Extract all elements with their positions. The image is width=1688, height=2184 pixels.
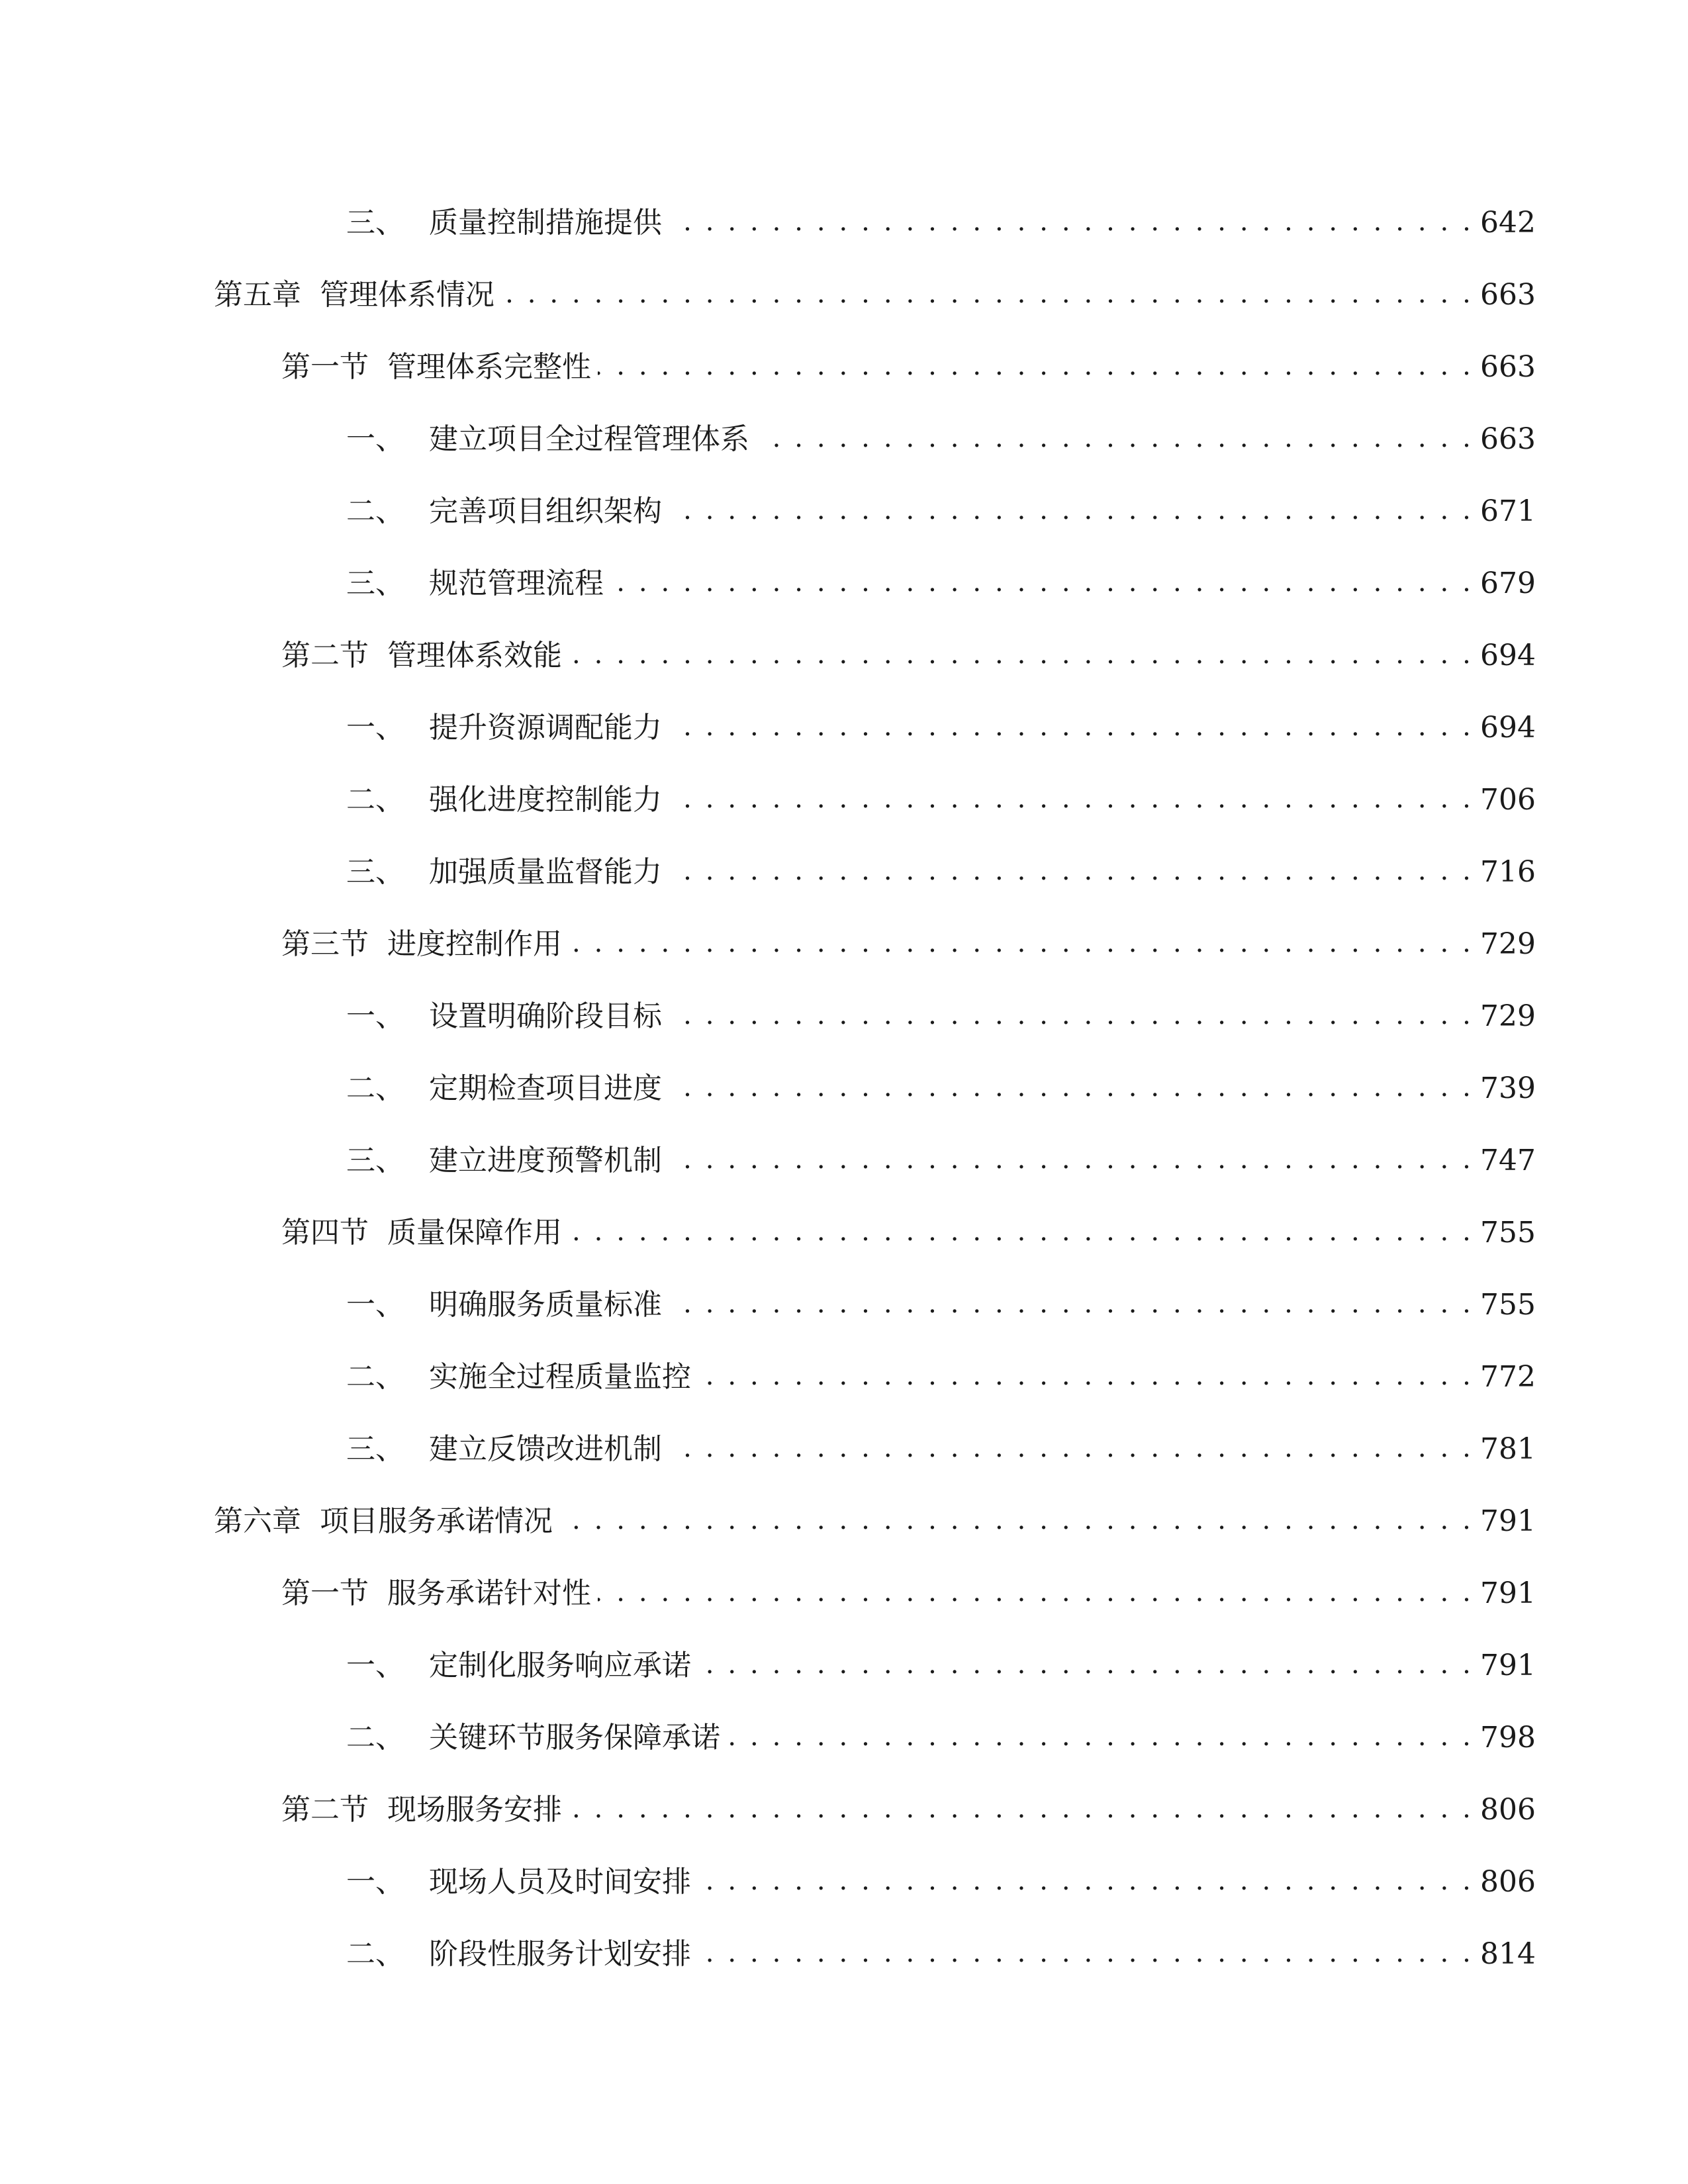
dot-leader <box>569 930 1474 959</box>
toc-entry-number: 一、 <box>346 711 404 745</box>
toc-entry-page-number: 806 <box>1480 1793 1536 1827</box>
toc-entry[interactable] <box>0 702 1688 774</box>
toc-entry-line <box>346 846 1536 899</box>
toc-entry-page-number: 729 <box>1480 999 1536 1033</box>
toc-entry-number: 二、 <box>346 783 404 817</box>
toc-entry-title: 强化进度控制能力 <box>429 783 662 817</box>
toc-entry[interactable] <box>0 1567 1688 1639</box>
toc-entry-number: 一、 <box>346 1288 404 1322</box>
toc-entry-title: 关键环节服务保障承诺 <box>429 1721 720 1754</box>
toc-entry[interactable] <box>0 413 1688 485</box>
toc-entry-page-number: 814 <box>1480 1937 1536 1971</box>
dot-leader <box>698 1940 1474 1969</box>
toc-entry[interactable] <box>0 197 1688 269</box>
toc-entry-number: 第一节 <box>281 350 369 384</box>
dot-leader <box>698 1363 1474 1392</box>
toc-entry-line <box>281 1784 1536 1837</box>
toc-entry[interactable] <box>0 1351 1688 1423</box>
toc-entry-line <box>281 629 1536 682</box>
dot-leader <box>727 1723 1474 1752</box>
toc-entry-title: 定期检查项目进度 <box>429 1071 662 1105</box>
toc-entry-line <box>214 1495 1536 1548</box>
toc-entry-number: 第四节 <box>281 1216 369 1250</box>
toc-entry-line <box>346 774 1536 827</box>
toc-entry-title: 设置明确阶段目标 <box>429 999 662 1033</box>
toc-entry[interactable] <box>0 1495 1688 1567</box>
toc-entry-number: 三、 <box>346 1432 404 1466</box>
toc-entry-title: 提升资源调配能力 <box>429 711 662 745</box>
toc-entry-number: 第一节 <box>281 1576 369 1610</box>
dot-leader <box>756 425 1474 454</box>
toc-entry-line <box>346 1856 1536 1909</box>
toc-entry-number: 第二节 <box>281 1793 369 1827</box>
toc-entry-page-number: 663 <box>1480 278 1536 312</box>
toc-entry-page-number: 642 <box>1480 206 1536 240</box>
toc-entry[interactable] <box>0 1784 1688 1856</box>
toc-entry[interactable] <box>0 341 1688 413</box>
toc-entry[interactable] <box>0 1639 1688 1711</box>
dot-leader <box>698 1868 1474 1897</box>
toc-entry[interactable] <box>0 1423 1688 1495</box>
dot-leader <box>669 1435 1474 1464</box>
toc-entry[interactable] <box>0 1279 1688 1351</box>
toc-entry-page-number: 755 <box>1480 1216 1536 1250</box>
dot-leader <box>559 1507 1474 1536</box>
toc-entry-line <box>346 1711 1536 1764</box>
toc-entry-page-number: 747 <box>1480 1144 1536 1177</box>
dot-leader <box>669 1074 1474 1103</box>
toc-entry-title: 完善项目组织架构 <box>429 494 662 528</box>
toc-entry-line <box>346 413 1536 466</box>
toc-entry-title: 建立项目全过程管理体系 <box>429 422 749 456</box>
toc-entry-page-number: 739 <box>1480 1071 1536 1105</box>
toc-entry-page-number: 781 <box>1480 1432 1536 1466</box>
toc-entry-page-number: 716 <box>1480 855 1536 889</box>
toc-entry-title: 现场人员及时间安排 <box>429 1865 691 1899</box>
toc-entry[interactable] <box>0 846 1688 918</box>
dot-leader <box>669 497 1474 526</box>
toc-entry-line <box>346 1134 1536 1187</box>
toc-entry-page-number: 679 <box>1480 567 1536 600</box>
toc-entry-number: 三、 <box>346 855 404 889</box>
toc-entry-number: 第三节 <box>281 927 369 961</box>
toc-entry-page-number: 706 <box>1480 783 1536 817</box>
toc-entry-page-number: 772 <box>1480 1360 1536 1394</box>
toc-entry[interactable] <box>0 1711 1688 1784</box>
toc-entry-number: 一、 <box>346 422 404 456</box>
toc-entry-line <box>281 918 1536 971</box>
toc-entry-number: 第六章 <box>214 1504 301 1538</box>
toc-entry-page-number: 806 <box>1480 1865 1536 1899</box>
toc-entry[interactable] <box>0 1062 1688 1134</box>
toc-entry[interactable] <box>0 774 1688 846</box>
toc-entry-page-number: 791 <box>1480 1576 1536 1610</box>
dot-leader <box>598 353 1474 382</box>
toc-entry-number: 二、 <box>346 1360 404 1394</box>
toc-entry-number: 第五章 <box>214 278 301 312</box>
toc-entry[interactable] <box>0 629 1688 702</box>
toc-entry-title: 进度控制作用 <box>387 927 562 961</box>
toc-entry-number: 三、 <box>346 206 404 240</box>
dot-leader <box>569 1796 1474 1825</box>
toc-entry-number: 二、 <box>346 494 404 528</box>
toc-entry[interactable] <box>0 485 1688 557</box>
toc-entry-number: 二、 <box>346 1071 404 1105</box>
toc-entry-line <box>214 269 1536 322</box>
toc-entry-page-number: 671 <box>1480 494 1536 528</box>
toc-entry-line <box>346 990 1536 1043</box>
toc-entry-title: 规范管理流程 <box>429 567 604 600</box>
toc-entry-title: 管理体系完整性 <box>387 350 591 384</box>
toc-entry-page-number: 791 <box>1480 1649 1536 1682</box>
toc-entry-page-number: 755 <box>1480 1288 1536 1322</box>
toc-entry[interactable] <box>0 1134 1688 1206</box>
toc-entry-title: 服务承诺针对性 <box>387 1576 591 1610</box>
dot-leader <box>669 1291 1474 1320</box>
toc-entry-number: 一、 <box>346 999 404 1033</box>
toc-entry[interactable] <box>0 557 1688 629</box>
toc-entry-title: 实施全过程质量监控 <box>429 1360 691 1394</box>
toc-entry-number: 二、 <box>346 1721 404 1754</box>
dot-leader <box>669 1002 1474 1031</box>
toc-entry[interactable] <box>0 269 1688 341</box>
toc-entry-page-number: 791 <box>1480 1504 1536 1538</box>
toc-entry-title: 建立反馈改进机制 <box>429 1432 662 1466</box>
table-of-contents <box>0 197 1688 2000</box>
toc-entry-page-number: 663 <box>1480 422 1536 456</box>
toc-entry-line <box>281 341 1536 394</box>
toc-entry-line <box>281 1567 1536 1620</box>
toc-entry-title: 管理体系效能 <box>387 639 562 672</box>
dot-leader <box>501 281 1474 310</box>
toc-entry-number: 第二节 <box>281 639 369 672</box>
toc-entry-title: 明确服务质量标准 <box>429 1288 662 1322</box>
dot-leader <box>698 1651 1474 1680</box>
toc-entry-line <box>346 1639 1536 1692</box>
toc-entry-title: 质量保障作用 <box>387 1216 562 1250</box>
dot-leader <box>569 1218 1474 1248</box>
toc-entry-line <box>346 1423 1536 1476</box>
toc-entry-line <box>346 1279 1536 1332</box>
toc-entry-title: 质量控制措施提供 <box>429 206 662 240</box>
toc-entry-line <box>346 1928 1536 1981</box>
toc-entry-number: 三、 <box>346 1144 404 1177</box>
toc-entry-line <box>281 1206 1536 1259</box>
toc-entry[interactable] <box>0 990 1688 1062</box>
dot-leader <box>669 713 1474 743</box>
toc-entry-title: 定制化服务响应承诺 <box>429 1649 691 1682</box>
toc-entry-page-number: 729 <box>1480 927 1536 961</box>
toc-entry-title: 建立进度预警机制 <box>429 1144 662 1177</box>
dot-leader <box>669 786 1474 815</box>
toc-entry-page-number: 694 <box>1480 639 1536 672</box>
toc-entry-line <box>346 197 1536 250</box>
toc-entry-number: 一、 <box>346 1865 404 1899</box>
toc-entry[interactable] <box>0 1856 1688 1928</box>
toc-entry-number: 三、 <box>346 567 404 600</box>
toc-entry-title: 阶段性服务计划安排 <box>429 1937 691 1971</box>
toc-entry-number: 二、 <box>346 1937 404 1971</box>
toc-entry[interactable] <box>0 918 1688 990</box>
dot-leader <box>569 641 1474 670</box>
dot-leader <box>669 858 1474 887</box>
toc-entry-title: 现场服务安排 <box>387 1793 562 1827</box>
toc-entry-line <box>346 485 1536 538</box>
toc-entry-title: 加强质量监督能力 <box>429 855 662 889</box>
dot-leader <box>669 208 1474 238</box>
dot-leader <box>610 569 1474 598</box>
toc-entry-line <box>346 1351 1536 1404</box>
dot-leader <box>669 1146 1474 1175</box>
toc-entry-title: 管理体系情况 <box>320 278 494 312</box>
dot-leader <box>598 1579 1474 1608</box>
toc-entry-page-number: 798 <box>1480 1721 1536 1754</box>
toc-entry-line <box>346 557 1536 610</box>
toc-entry-line <box>346 1062 1536 1115</box>
toc-entry-page-number: 663 <box>1480 350 1536 384</box>
toc-entry[interactable] <box>0 1928 1688 2000</box>
toc-entry-title: 项目服务承诺情况 <box>320 1504 553 1538</box>
toc-entry-line <box>346 702 1536 754</box>
toc-entry-page-number: 694 <box>1480 711 1536 745</box>
toc-entry-number: 一、 <box>346 1649 404 1682</box>
toc-entry[interactable] <box>0 1206 1688 1279</box>
